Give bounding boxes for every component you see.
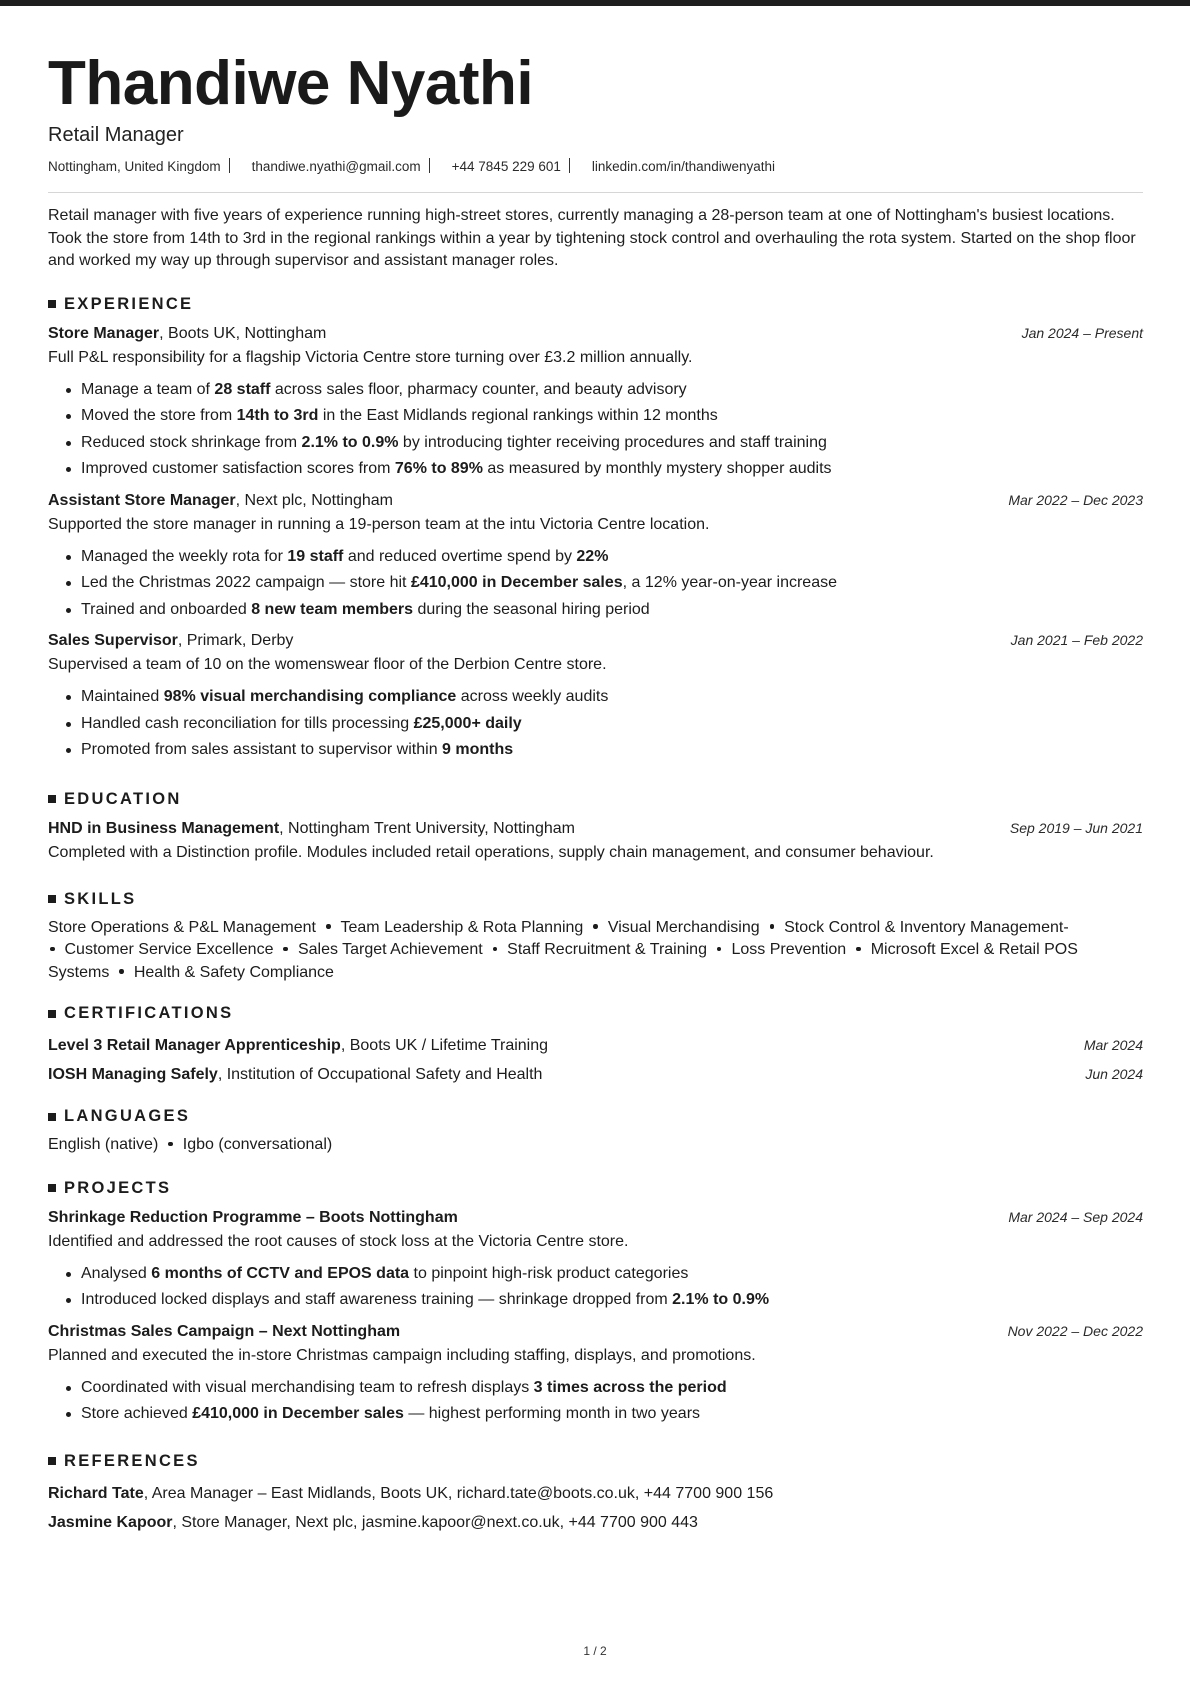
job-org: , Primark, Derby (177, 632, 294, 649)
certification-entry (48, 1031, 1143, 1060)
achievement-item: Maintained 98% visual merchandising compliance across weekly audits (81, 684, 1143, 711)
certification-date: Jun 2024 (1085, 1066, 1143, 1082)
dot-separator-icon (856, 947, 861, 952)
certification-entry (48, 1060, 1143, 1089)
dot-separator-icon (493, 947, 498, 952)
square-bullet-icon (48, 1457, 56, 1465)
experience-entry (48, 489, 1143, 624)
job-achievements (48, 544, 1143, 624)
candidate-title: Retail Manager (48, 124, 184, 146)
job-dates: Jan 2021 – Feb 2022 (1010, 632, 1143, 648)
job-dates: Jan 2024 – Present (1021, 324, 1143, 341)
square-bullet-icon (48, 300, 56, 308)
language-item: English (native) (48, 1136, 159, 1153)
section-heading-education: EDUCATION (48, 790, 1143, 809)
language-item: Igbo (conversational) (182, 1136, 333, 1153)
project-dates: Nov 2022 – Dec 2022 (1007, 1322, 1143, 1339)
contact-linkedin[interactable]: linkedin.com/in/thandiwenyathi (591, 159, 775, 174)
degree-name: HND in Business Management (48, 819, 280, 837)
section-heading-references: REFERENCES (48, 1452, 1143, 1471)
project-description: Identified and addressed the root causes of stock loss at the Victoria Centre store. (48, 1232, 629, 1250)
achievement-item: Promoted from sales assistant to supervisor within 9 months (81, 737, 1143, 764)
achievement-item: Managed the weekly rota for 19 staff and reduced overtime spend by 22% (81, 544, 1143, 571)
skill-item: Staff Recruitment & Training (507, 941, 707, 958)
languages-list (48, 1134, 1143, 1157)
certification-issuer: , Boots UK / Lifetime Training (340, 1037, 549, 1054)
job-description: Supervised a team of 10 on the womenswear floor of the Derbion Centre store. (48, 656, 607, 673)
contact-location: Nottingham, United Kingdom (48, 159, 221, 174)
job-role: Store Manager (48, 324, 160, 342)
achievement-item: Manage a team of 28 staff across sales floor, pharmacy counter, and beauty advisory (81, 377, 1143, 404)
contact-divider (569, 158, 570, 173)
achievement-item: Handled cash reconciliation for tills processing £25,000+ daily (81, 711, 1143, 738)
dot-separator-icon (168, 1142, 173, 1147)
reference-details: , Store Manager, Next plc, jasmine.kapoor@next.co.uk, +44 7700 900 443 (172, 1513, 698, 1531)
section-heading-projects: PROJECTS (48, 1179, 1143, 1198)
dot-separator-icon (119, 969, 124, 974)
dot-separator-icon (717, 947, 722, 952)
school-name: , Nottingham Trent University, Nottingham (279, 819, 575, 837)
job-achievements (48, 377, 1143, 483)
job-org: , Boots UK, Nottingham (159, 324, 327, 342)
square-bullet-icon (48, 1010, 56, 1018)
skill-item: Customer Service Excellence (64, 941, 274, 958)
project-achievements (48, 1261, 1143, 1314)
achievement-item: Moved the store from 14th to 3rd in the East Midlands regional rankings within 12 months (81, 403, 1143, 430)
job-role: Sales Supervisor (48, 632, 178, 649)
job-dates: Mar 2022 – Dec 2023 (1008, 491, 1143, 508)
job-description: Full P&L responsibility for a flagship Victoria Centre store turning over £3.2 million annually. (48, 348, 693, 366)
certification-name: Level 3 Retail Manager Apprenticeship (48, 1037, 341, 1054)
education-entry (48, 817, 1143, 864)
skills-list (48, 917, 1143, 985)
section-heading-experience: EXPERIENCE (48, 295, 1143, 314)
skill-item: Microsoft Excel & Retail POS Systems (48, 941, 1078, 981)
skill-item: Team Leadership & Rota Planning (340, 918, 584, 936)
contact-phone[interactable]: +44 7845 229 601 (451, 159, 561, 174)
education-dates: Sep 2019 – Jun 2021 (1009, 819, 1143, 836)
reference-name: Jasmine Kapoor (48, 1513, 173, 1531)
achievement-item: Trained and onboarded 8 new team members during the seasonal hiring period (81, 597, 1143, 624)
contact-line (48, 158, 1143, 176)
reference-name: Richard Tate (48, 1484, 144, 1502)
job-description: Supported the store manager in running a 19-person team at the intu Victoria Centre location. (48, 515, 710, 533)
achievement-item: Analysed 6 months of CCTV and EPOS data to pinpoint high-risk product categories (81, 1261, 1143, 1288)
professional-summary: Retail manager with five years of experience running high-street stores, currently managing a 28-person team at one of Nottingham's busiest locations. Took the store from 14th to 3rd in the regional rankings within a year by tightening stock control and overhauling the rota system. Started on the shop floor and worked my way up through supervisor and assistant manager roles. (48, 207, 1136, 269)
contact-divider (429, 158, 430, 173)
resume-page (48, 48, 1143, 1537)
project-name: Christmas Sales Campaign – Next Nottingham (48, 1322, 401, 1340)
achievement-item: Improved customer satisfaction scores from 76% to 89% as measured by monthly mystery shopper audits (81, 456, 1143, 483)
square-bullet-icon (48, 795, 56, 803)
dot-separator-icon (283, 947, 288, 952)
achievement-item: Introduced locked displays and staff awareness training — shrinkage dropped from 2.1% to 0.9% (81, 1287, 1143, 1314)
project-entry (48, 1320, 1143, 1428)
section-heading-certifications: CERTIFICATIONS (48, 1004, 1143, 1023)
project-entry (48, 1206, 1143, 1314)
achievement-item: Coordinated with visual merchandising team to refresh displays 3 times across the period (81, 1375, 1143, 1402)
certification-name: IOSH Managing Safely (48, 1066, 218, 1083)
dot-separator-icon (326, 924, 331, 929)
certification-issuer: , Institution of Occupational Safety and Health (217, 1066, 543, 1083)
skill-item: Stock Control & Inventory Management- (784, 918, 1069, 936)
reference-entry (48, 1479, 1143, 1508)
skill-item: Health & Safety Compliance (133, 963, 334, 981)
reference-details: , Area Manager – East Midlands, Boots UK, richard.tate@boots.co.uk, +44 7700 900 156 (143, 1484, 774, 1502)
top-accent-bar (0, 0, 1190, 6)
achievement-item: Store achieved £410,000 in December sales — highest performing month in two years (81, 1401, 1143, 1428)
experience-entry (48, 322, 1143, 483)
section-heading-languages: LANGUAGES (48, 1107, 1143, 1126)
skill-item: Store Operations & P&L Management (48, 918, 316, 936)
square-bullet-icon (48, 895, 56, 903)
education-description: Completed with a Distinction profile. Modules included retail operations, supply chain management, and consumer behaviour. (48, 843, 934, 861)
project-achievements (48, 1375, 1143, 1428)
square-bullet-icon (48, 1184, 56, 1192)
job-achievements (48, 684, 1143, 764)
page-number: 1 / 2 (583, 1644, 607, 1658)
dot-separator-icon (770, 924, 775, 929)
project-description: Planned and executed the in-store Christmas campaign including staffing, displays, and promotions. (48, 1346, 756, 1364)
skill-item: Sales Target Achievement (297, 941, 483, 958)
square-bullet-icon (48, 1113, 56, 1121)
project-dates: Mar 2024 – Sep 2024 (1008, 1208, 1143, 1225)
achievement-item: Led the Christmas 2022 campaign — store hit £410,000 in December sales, a 12% year-on-year increase (81, 570, 1143, 597)
dot-separator-icon (593, 924, 598, 929)
section-heading-skills: SKILLS (48, 890, 1143, 909)
contact-divider (229, 158, 230, 173)
achievement-item: Reduced stock shrinkage from 2.1% to 0.9% by introducing tighter receiving procedures and staff training (81, 430, 1143, 457)
header-divider (48, 192, 1143, 193)
candidate-name: Thandiwe Nyathi (48, 49, 534, 118)
job-role: Assistant Store Manager (48, 491, 236, 509)
skill-item: Loss Prevention (731, 941, 847, 958)
skill-item: Visual Merchandising (607, 918, 760, 936)
project-name: Shrinkage Reduction Programme – Boots Nottingham (48, 1208, 458, 1226)
dot-separator-icon (50, 947, 55, 952)
experience-entry (48, 629, 1143, 764)
certification-date: Mar 2024 (1083, 1037, 1143, 1053)
contact-email[interactable]: thandiwe.nyathi@gmail.com (251, 159, 421, 174)
job-org: , Next plc, Nottingham (235, 491, 394, 509)
reference-entry (48, 1508, 1143, 1537)
